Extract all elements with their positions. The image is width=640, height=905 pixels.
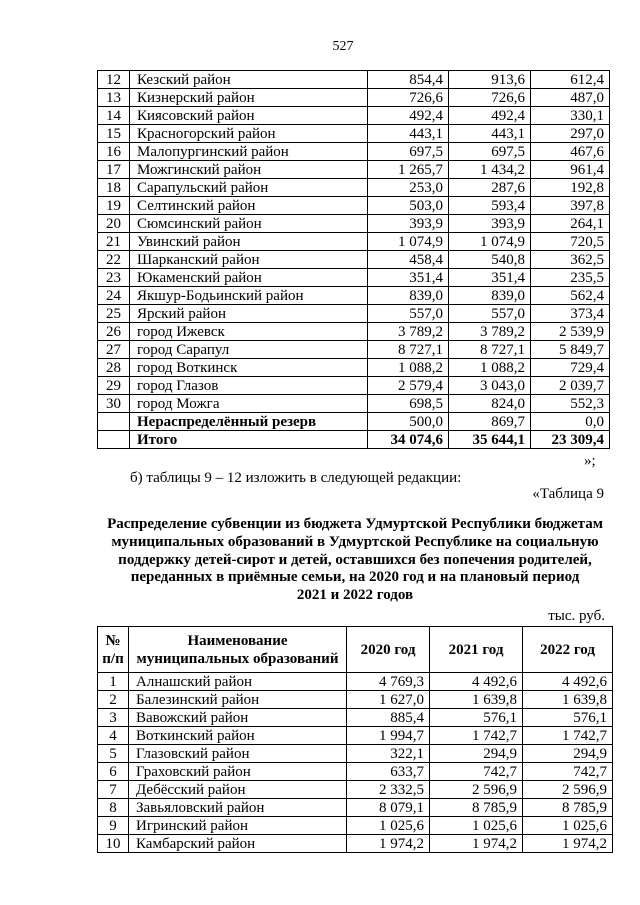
municipality-name: Глазовский район <box>129 745 347 763</box>
table-row <box>98 341 610 359</box>
value-2022: 362,5 <box>531 251 610 269</box>
subsidy-table-continued <box>97 70 610 449</box>
value-2022: 1 639,8 <box>523 691 613 709</box>
municipality-name: Дебёсский район <box>129 781 347 799</box>
value-2022: 467,6 <box>531 143 610 161</box>
table-row <box>98 817 613 835</box>
value-2022: 742,7 <box>523 763 613 781</box>
value-2022: 294,9 <box>523 745 613 763</box>
heading-line: Распределение субвенции из бюджета Удмуртской Республики бюджетам <box>107 516 603 532</box>
row-number: 29 <box>98 377 130 395</box>
value-2020: 8 727,1 <box>368 341 449 359</box>
value-2022: 961,4 <box>531 161 610 179</box>
value-2020: 1 994,7 <box>347 727 430 745</box>
table-row <box>98 197 610 215</box>
municipality-name: Вавожский район <box>129 709 347 727</box>
header-name-line: муниципальных образований <box>136 650 339 667</box>
table-summary <box>98 413 610 449</box>
value-2020: 1 088,2 <box>368 359 449 377</box>
municipality-name: Можгинский район <box>130 161 368 179</box>
table-row <box>98 727 613 745</box>
value-2022: 8 785,9 <box>523 799 613 817</box>
municipality-name: Селтинский район <box>130 197 368 215</box>
value-2022: 576,1 <box>523 709 613 727</box>
value-2022: 1 742,7 <box>523 727 613 745</box>
header-number-line: № <box>105 632 121 649</box>
value-2021: 593,4 <box>449 197 531 215</box>
municipality-name: Игринский район <box>129 817 347 835</box>
row-number: 18 <box>98 179 130 197</box>
value-2020: 4 769,3 <box>347 673 430 691</box>
value-2022: 729,4 <box>531 359 610 377</box>
value-2021: 557,0 <box>449 305 531 323</box>
value-2020: 2 579,4 <box>368 377 449 395</box>
row-number: 26 <box>98 323 130 341</box>
heading-line: 2021 и 2022 годов <box>296 587 414 604</box>
municipality-name: Балезинский район <box>129 691 347 709</box>
value-2020: 3 789,2 <box>368 323 449 341</box>
instruction-text: б) таблицы 9 – 12 изложить в следующей редакции: <box>130 470 462 486</box>
value-2021: 1 742,7 <box>430 727 523 745</box>
row-number: 19 <box>98 197 130 215</box>
table-row <box>98 233 610 251</box>
table-body <box>98 673 613 853</box>
municipality-name: Сарапульский район <box>130 179 368 197</box>
table-row <box>98 781 613 799</box>
row-number: 1 <box>98 673 129 691</box>
reserve-row <box>98 413 610 431</box>
value-2021: 287,6 <box>449 179 531 197</box>
value-2022: 5 849,7 <box>531 341 610 359</box>
row-number: 16 <box>98 143 130 161</box>
value-2022: 192,8 <box>531 179 610 197</box>
value-2021: 8 785,9 <box>430 799 523 817</box>
value-2022: 235,5 <box>531 269 610 287</box>
value-2021: 1 974,2 <box>430 835 523 853</box>
municipality-name: Воткинский район <box>129 727 347 745</box>
value-2020: 500,0 <box>368 413 449 431</box>
value-2022: 397,8 <box>531 197 610 215</box>
row-number: 20 <box>98 215 130 233</box>
header-name-line: Наименование <box>187 632 288 649</box>
value-2021: 4 492,6 <box>430 673 523 691</box>
value-2020: 885,4 <box>347 709 430 727</box>
value-2020: 839,0 <box>368 287 449 305</box>
row-number: 2 <box>98 691 129 709</box>
value-2022: 487,0 <box>531 89 610 107</box>
row-number: 25 <box>98 305 130 323</box>
table-row <box>98 215 610 233</box>
table-row <box>98 89 610 107</box>
row-number: 6 <box>98 763 129 781</box>
value-2020: 1 074,9 <box>368 233 449 251</box>
value-2021: 443,1 <box>449 125 531 143</box>
value-2020: 698,5 <box>368 395 449 413</box>
municipality-name: Ярский район <box>130 305 368 323</box>
row-number: 14 <box>98 107 130 125</box>
value-2021: 1 639,8 <box>430 691 523 709</box>
value-2021: 492,4 <box>449 107 531 125</box>
value-2022: 1 025,6 <box>523 817 613 835</box>
municipality-name: Сюмсинский район <box>130 215 368 233</box>
table-row <box>98 305 610 323</box>
header-2021: 2021 год <box>430 627 523 673</box>
municipality-name: Малопургинский район <box>130 143 368 161</box>
municipality-name: город Сарапул <box>130 341 368 359</box>
value-2021: 913,6 <box>449 71 531 89</box>
value-2022: 373,4 <box>531 305 610 323</box>
value-2021: 824,0 <box>449 395 531 413</box>
value-2022: 2 539,9 <box>531 323 610 341</box>
municipality-name: Граховский район <box>129 763 347 781</box>
value-2021: 697,5 <box>449 143 531 161</box>
table-row <box>98 287 610 305</box>
heading-line: переданных в приёмные семьи, на 2020 год и на плановый период <box>130 569 580 586</box>
table-row <box>98 251 610 269</box>
table-row <box>98 143 610 161</box>
row-number: 10 <box>98 835 129 853</box>
value-2021: 2 596,9 <box>430 781 523 799</box>
value-2020: 492,4 <box>368 107 449 125</box>
value-2020: 1 025,6 <box>347 817 430 835</box>
table-row <box>98 395 610 413</box>
value-2020: 633,7 <box>347 763 430 781</box>
header-row <box>98 627 613 673</box>
table-row <box>98 161 610 179</box>
table-row <box>98 763 613 781</box>
value-2020: 458,4 <box>368 251 449 269</box>
value-2022: 2 039,7 <box>531 377 610 395</box>
row-number: 22 <box>98 251 130 269</box>
municipality-name: Юкаменский район <box>130 269 368 287</box>
value-2021: 3 789,2 <box>449 323 531 341</box>
value-2021: 540,8 <box>449 251 531 269</box>
table-row <box>98 709 613 727</box>
municipality-name: Кизнерский район <box>130 89 368 107</box>
unit-label: тыс. руб. <box>548 608 605 624</box>
municipality-name: Алнашский район <box>129 673 347 691</box>
page-number: 527 <box>332 39 354 54</box>
table-row <box>98 323 610 341</box>
value-2022: 1 974,2 <box>523 835 613 853</box>
table-row <box>98 673 613 691</box>
municipality-name: Якшур-Бодьинский район <box>130 287 368 305</box>
value-2020: 726,6 <box>368 89 449 107</box>
value-2020: 697,5 <box>368 143 449 161</box>
value-2021: 3 043,0 <box>449 377 531 395</box>
value-2022: 264,1 <box>531 215 610 233</box>
value-2020: 2 332,5 <box>347 781 430 799</box>
municipality-name: Камбарский район <box>129 835 347 853</box>
municipality-name: Киясовский район <box>130 107 368 125</box>
row-number: 15 <box>98 125 130 143</box>
table-row <box>98 691 613 709</box>
total-2022: 23 309,4 <box>531 431 610 449</box>
value-2021: 294,9 <box>430 745 523 763</box>
table-row <box>98 745 613 763</box>
reserve-label: Нераспределённый резерв <box>130 413 368 431</box>
row-number <box>98 413 130 431</box>
municipality-name: Завьяловский район <box>129 799 347 817</box>
municipality-name: Красногорский район <box>130 125 368 143</box>
row-number: 27 <box>98 341 130 359</box>
value-2022: 552,3 <box>531 395 610 413</box>
row-number <box>98 431 130 449</box>
row-number: 28 <box>98 359 130 377</box>
value-2021: 1 074,9 <box>449 233 531 251</box>
municipality-name: Увинский район <box>130 233 368 251</box>
value-2020: 503,0 <box>368 197 449 215</box>
row-number: 3 <box>98 709 129 727</box>
table-row <box>98 71 610 89</box>
table-row <box>98 377 610 395</box>
value-2021: 726,6 <box>449 89 531 107</box>
table-row <box>98 835 613 853</box>
row-number: 13 <box>98 89 130 107</box>
value-2020: 253,0 <box>368 179 449 197</box>
municipality-name: Шарканский район <box>130 251 368 269</box>
value-2020: 1 265,7 <box>368 161 449 179</box>
total-row <box>98 431 610 449</box>
row-number: 23 <box>98 269 130 287</box>
table-row <box>98 359 610 377</box>
municipality-name: Кезский район <box>130 71 368 89</box>
value-2022: 297,0 <box>531 125 610 143</box>
table-row <box>98 107 610 125</box>
row-number: 7 <box>98 781 129 799</box>
total-label: Итого <box>130 431 368 449</box>
table-row <box>98 179 610 197</box>
total-2021: 35 644,1 <box>449 431 531 449</box>
value-2020: 557,0 <box>368 305 449 323</box>
row-number: 17 <box>98 161 130 179</box>
value-2020: 351,4 <box>368 269 449 287</box>
value-2021: 742,7 <box>430 763 523 781</box>
header-number-line: п/п <box>102 650 124 667</box>
value-2021: 351,4 <box>449 269 531 287</box>
value-2020: 854,4 <box>368 71 449 89</box>
row-number: 9 <box>98 817 129 835</box>
value-2020: 443,1 <box>368 125 449 143</box>
table-header <box>98 627 613 673</box>
table-row <box>98 125 610 143</box>
value-2022: 0,0 <box>531 413 610 431</box>
closing-quote: »; <box>584 453 596 469</box>
value-2020: 1 974,2 <box>347 835 430 853</box>
value-2022: 562,4 <box>531 287 610 305</box>
table-row <box>98 269 610 287</box>
municipality-name: город Воткинск <box>130 359 368 377</box>
row-number: 8 <box>98 799 129 817</box>
value-2021: 1 088,2 <box>449 359 531 377</box>
header-2020: 2020 год <box>347 627 430 673</box>
value-2021: 1 025,6 <box>430 817 523 835</box>
value-2022: 2 596,9 <box>523 781 613 799</box>
value-2021: 8 727,1 <box>449 341 531 359</box>
row-number: 4 <box>98 727 129 745</box>
value-2020: 322,1 <box>347 745 430 763</box>
table-heading <box>85 516 625 605</box>
value-2021: 576,1 <box>430 709 523 727</box>
value-2022: 612,4 <box>531 71 610 89</box>
table-row <box>98 799 613 817</box>
value-2020: 1 627,0 <box>347 691 430 709</box>
header-number <box>98 627 129 673</box>
value-2022: 720,5 <box>531 233 610 251</box>
table-body <box>98 71 610 413</box>
subsidy-table-9 <box>97 626 613 853</box>
value-2021: 393,9 <box>449 215 531 233</box>
value-2021: 839,0 <box>449 287 531 305</box>
heading-line: поддержку детей-сирот и детей, оставшихся без попечения родителей, <box>118 551 592 568</box>
header-2022: 2022 год <box>523 627 613 673</box>
municipality-name: город Глазов <box>130 377 368 395</box>
row-number: 5 <box>98 745 129 763</box>
table-label: «Таблица 9 <box>532 486 604 502</box>
row-number: 24 <box>98 287 130 305</box>
header-name <box>129 627 347 673</box>
value-2021: 1 434,2 <box>449 161 531 179</box>
value-2022: 330,1 <box>531 107 610 125</box>
row-number: 21 <box>98 233 130 251</box>
municipality-name: город Можга <box>130 395 368 413</box>
value-2022: 4 492,6 <box>523 673 613 691</box>
value-2021: 869,7 <box>449 413 531 431</box>
row-number: 12 <box>98 71 130 89</box>
value-2020: 8 079,1 <box>347 799 430 817</box>
total-2020: 34 074,6 <box>368 431 449 449</box>
municipality-name: город Ижевск <box>130 323 368 341</box>
value-2020: 393,9 <box>368 215 449 233</box>
heading-line: муниципальных образований в Удмуртской Республике на социальную <box>111 533 599 550</box>
row-number: 30 <box>98 395 130 413</box>
